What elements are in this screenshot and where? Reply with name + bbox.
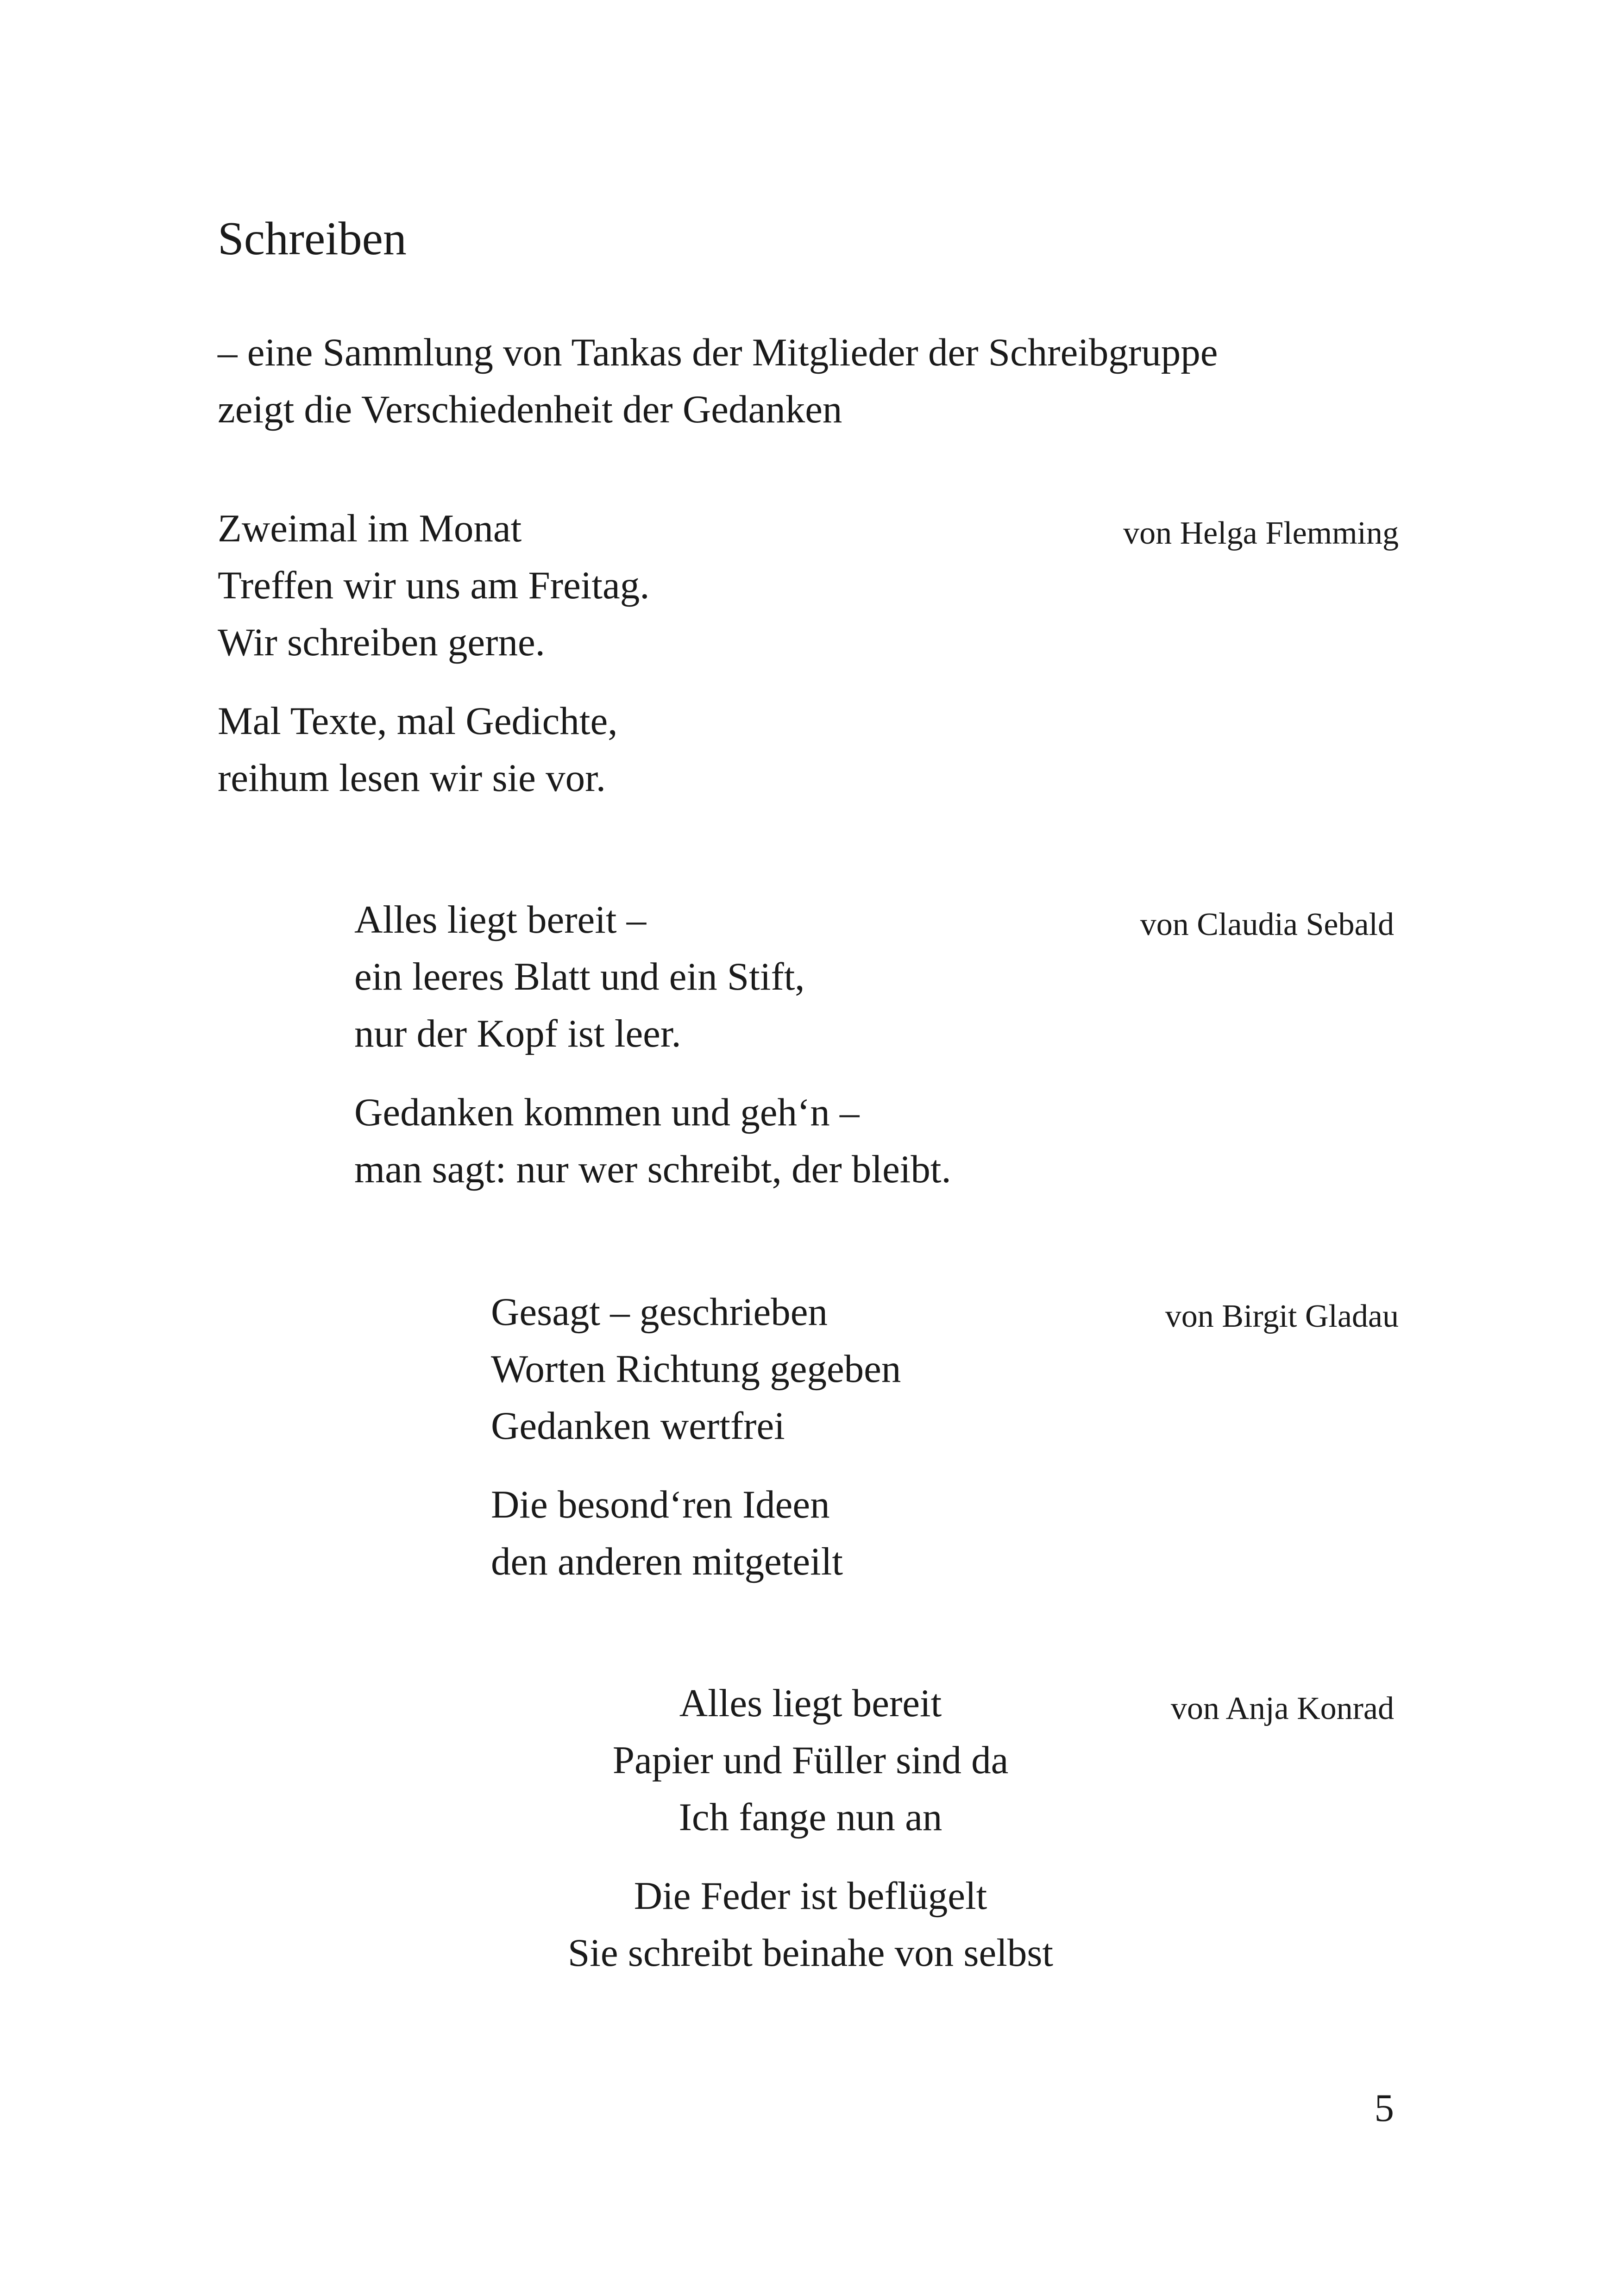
poem-line: Ich fange nun an xyxy=(679,1795,942,1839)
poem-line: Alles liegt bereit xyxy=(679,1681,942,1725)
tanka-stanza xyxy=(491,1284,901,1455)
poem-line: Mal Texte, mal Gedichte, xyxy=(218,699,618,743)
poem-line: reihum lesen wir sie vor. xyxy=(218,756,606,800)
tanka-claudia-sebald xyxy=(354,891,951,1198)
poem-line: Die Feder ist beflügelt xyxy=(634,1874,987,1918)
poem-line: Wir schreiben gerne. xyxy=(218,621,545,664)
tanka-helga-flemming xyxy=(218,500,650,807)
poem-line: Gesagt – geschrieben xyxy=(491,1290,828,1334)
tanka-stanza xyxy=(509,1868,1112,1982)
intro-line: zeigt die Verschiedenheit der Gedanken xyxy=(218,388,842,431)
poem-line: ein leeres Blatt und ein Stift, xyxy=(354,955,805,998)
page-number: 5 xyxy=(1374,2086,1394,2130)
poem-line: Worten Richtung gegeben xyxy=(491,1347,901,1391)
poem-line: den anderen mitgeteilt xyxy=(491,1540,843,1583)
tanka-stanza xyxy=(354,1084,951,1198)
poem-line: Die besond‘ren Ideen xyxy=(491,1483,830,1526)
poem-line: Papier und Füller sind da xyxy=(612,1738,1009,1782)
tanka-stanza xyxy=(218,500,650,671)
page-title: Schreiben xyxy=(218,213,407,265)
poem-line: Sie schreibt beinahe von selbst xyxy=(567,1931,1054,1975)
poem-line: Treffen wir uns am Freitag. xyxy=(218,564,650,607)
poem-line: Gedanken kommen und geh‘n – xyxy=(354,1091,860,1134)
author-name: von Helga Flemming xyxy=(1123,515,1399,551)
intro-text xyxy=(218,324,1218,438)
poem-line: Gedanken wertfrei xyxy=(491,1404,785,1448)
poem-line: nur der Kopf ist leer. xyxy=(354,1012,681,1055)
author-name: von Birgit Gladau xyxy=(1165,1299,1399,1334)
author-name: von Claudia Sebald xyxy=(1140,907,1394,942)
tanka-stanza xyxy=(491,1476,901,1590)
tanka-birgit-gladau xyxy=(491,1284,901,1590)
tanka-stanza xyxy=(218,693,650,807)
tanka-anja-konrad xyxy=(509,1675,1112,1982)
tanka-stanza xyxy=(354,891,951,1062)
intro-line: – eine Sammlung von Tankas der Mitglieder der Schreibgruppe xyxy=(218,331,1218,374)
poem-line: Zweimal im Monat xyxy=(218,507,522,550)
poem-line: man sagt: nur wer schreibt, der bleibt. xyxy=(354,1148,951,1191)
poem-line: Alles liegt bereit – xyxy=(354,898,647,941)
tanka-stanza xyxy=(509,1675,1112,1846)
author-name: von Anja Konrad xyxy=(1170,1691,1394,1726)
